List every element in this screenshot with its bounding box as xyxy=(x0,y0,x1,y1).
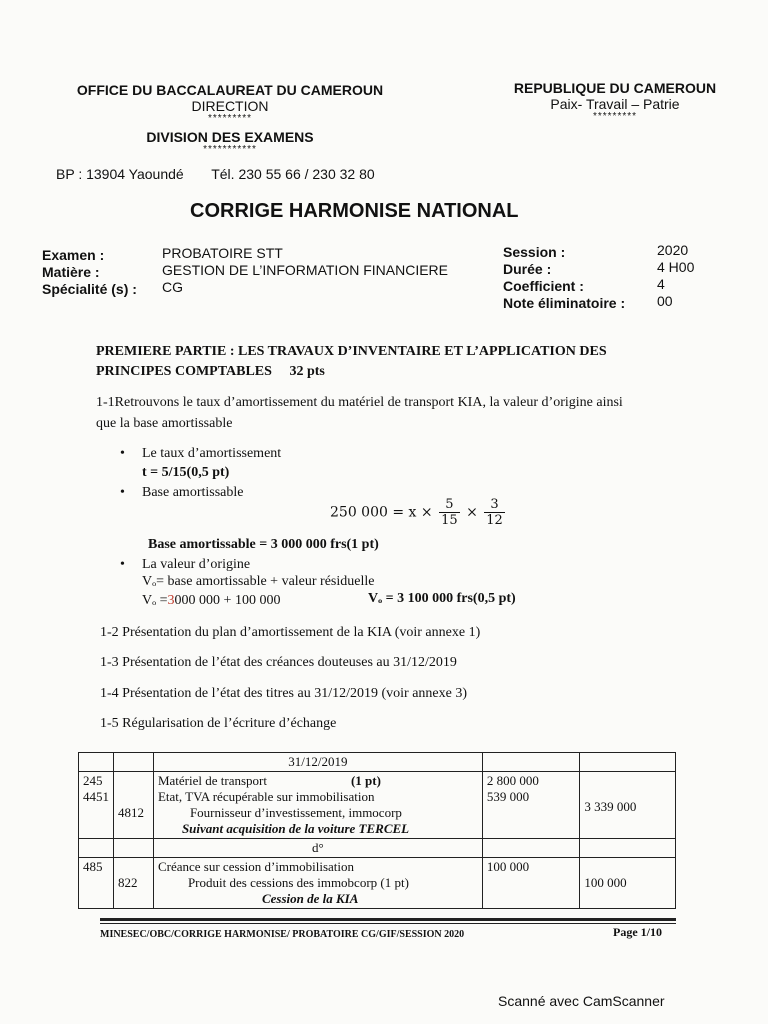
entry-date: 31/12/2019 xyxy=(153,753,482,772)
entry-line: Créance sur cession d’immobilisation xyxy=(157,859,354,874)
list-item-label: La valeur d’origine xyxy=(142,557,251,572)
postal-box: BP : 13904 Yaoundé xyxy=(56,166,184,182)
question-text: 1-1Retrouvons le taux d’amortissement du matériel de transport KIA, la valeur d’origine ainsi xyxy=(96,395,623,410)
account-number: 4812 xyxy=(118,805,144,820)
bullet-icon: • xyxy=(120,446,125,461)
national-motto: Paix- Travail – Patrie xyxy=(550,96,680,112)
meta-values-right xyxy=(657,242,694,310)
duration-label: Durée : xyxy=(503,261,552,277)
list-item xyxy=(120,483,243,502)
account-number: 485 xyxy=(83,859,103,874)
question-1-1 xyxy=(96,392,686,434)
footer-divider xyxy=(100,918,676,921)
table-cell xyxy=(114,839,154,858)
stars-divider: ********* xyxy=(592,111,638,122)
bullet-icon: • xyxy=(120,557,125,572)
debit-amounts-cell xyxy=(482,772,580,839)
debit-amount: 2 800 000 xyxy=(486,773,539,788)
entry-label: Suivant acquisition de la voiture TERCEL xyxy=(181,821,410,836)
footer-reference: MINESEC/OBC/CORRIGE HARMONISE/ PROBATOIRE CG/GIF/SESSION 2020 xyxy=(100,929,465,940)
credit-account-cell xyxy=(114,858,154,909)
table-cell xyxy=(580,839,676,858)
section-title-text: PREMIERE PARTIE : LES TRAVAUX D’INVENTAIRE ET L’APPLICATION DES PRINCIPES COMPTABLES xyxy=(96,344,607,379)
vo-result: Vₒ = 3 100 000 frs(0,5 pt) xyxy=(368,591,516,606)
vo-prefix: Vₒ = xyxy=(142,593,168,608)
question-1-2: 1-2 Présentation du plan d’amortissement de la KIA (voir annexe 1) xyxy=(100,625,481,640)
bullet-icon: • xyxy=(120,485,125,500)
entry-label: Cession de la KIA xyxy=(261,891,359,906)
equation-lhs: 250 000 = x × xyxy=(330,504,433,521)
stars-divider: *********** xyxy=(203,144,257,155)
table-row xyxy=(79,753,676,772)
contact-line xyxy=(56,166,375,182)
rate-result: t = 5/15(0,5 pt) xyxy=(142,465,230,480)
coefficient-value: 4 xyxy=(657,276,665,292)
table-cell xyxy=(79,753,114,772)
section-title xyxy=(96,342,676,382)
eliminatory-label: Note éliminatoire : xyxy=(503,295,626,311)
scanner-watermark: Scanné avec CamScanner xyxy=(498,993,665,1009)
fraction-numerator: 5 xyxy=(439,497,460,513)
table-cell xyxy=(114,753,154,772)
subject-value: GESTION DE L’INFORMATION FINANCIERE xyxy=(162,262,448,278)
meta-labels-left xyxy=(42,247,137,298)
fraction-numerator: 3 xyxy=(484,497,505,513)
question-1-4: 1-4 Présentation de l’état des titres au 31/12/2019 (voir annexe 3) xyxy=(100,686,468,701)
entry-description xyxy=(153,858,482,909)
debit-accounts-cell xyxy=(79,772,114,839)
eliminatory-value: 00 xyxy=(657,293,673,309)
meta-values-left xyxy=(162,245,448,296)
fraction-denominator: 12 xyxy=(486,513,503,528)
question-text: que la base amortissable xyxy=(96,416,233,431)
list-item-label: Base amortissable xyxy=(142,485,244,500)
page-number: Page 1/10 xyxy=(613,925,662,939)
section-points: 32 pts xyxy=(289,364,325,379)
phone-numbers: Tél. 230 55 66 / 230 32 80 xyxy=(211,166,375,182)
list-item-label: Le taux d’amortissement xyxy=(142,446,282,461)
office-name: OFFICE DU BACCALAUREAT DU CAMEROUN xyxy=(76,82,384,98)
duration-value: 4 H00 xyxy=(657,259,695,275)
fraction-3-12 xyxy=(484,497,505,528)
exam-label: Examen : xyxy=(42,247,105,263)
coefficient-label: Coefficient : xyxy=(503,278,584,294)
account-number: 4451 xyxy=(83,789,109,804)
document-title: CORRIGE HARMONISE NATIONAL xyxy=(190,200,519,222)
specialty-value: CG xyxy=(162,279,183,295)
table-cell xyxy=(580,753,676,772)
credit-amount: 3 339 000 xyxy=(584,799,637,814)
entry-line xyxy=(158,773,478,789)
footer-divider xyxy=(100,923,676,924)
debit-amount: 539 000 xyxy=(486,789,530,804)
list-item xyxy=(120,444,281,463)
meta-labels-right xyxy=(503,244,625,312)
credit-account-cell xyxy=(114,772,154,839)
credit-amount-cell xyxy=(580,772,676,839)
equation xyxy=(330,497,507,528)
vo-calculation xyxy=(142,591,280,610)
session-label: Session : xyxy=(503,244,566,260)
entry-description xyxy=(153,772,482,839)
session-value: 2020 xyxy=(657,242,689,258)
table-row xyxy=(79,858,676,909)
credit-amount-cell xyxy=(580,858,676,909)
ditto-mark: d° xyxy=(153,839,482,858)
entry-line: Fournisseur d’investissement, immocorp xyxy=(189,805,402,820)
entry-line: Etat, TVA récupérable sur immobilisation xyxy=(157,789,375,804)
account-number: 245 xyxy=(83,773,103,788)
entry-points: (1 pt) xyxy=(350,773,381,788)
entry-line: Produit des cessions des immobcorp (1 pt) xyxy=(187,875,409,890)
debit-amounts-cell xyxy=(482,858,580,909)
division-name: DIVISION DES EXAMENS xyxy=(146,129,314,145)
vo-rest: 000 000 + 100 000 xyxy=(174,593,281,608)
subject-label: Matière : xyxy=(42,264,100,280)
table-row xyxy=(79,839,676,858)
vo-correction: 3 xyxy=(167,593,175,608)
account-number: 822 xyxy=(118,875,138,890)
header-right-block xyxy=(500,80,730,121)
entry-line-text: Matériel de transport xyxy=(157,773,267,788)
table-cell xyxy=(482,839,580,858)
vo-formula: Vₒ= base amortissable + valeur résiduelle xyxy=(142,574,375,589)
exam-value: PROBATOIRE STT xyxy=(162,245,283,261)
base-result: Base amortissable = 3 000 000 frs(1 pt) xyxy=(148,537,379,552)
fraction-denominator: 15 xyxy=(441,513,458,528)
debit-accounts-cell xyxy=(79,858,114,909)
debit-amount: 100 000 xyxy=(486,859,530,874)
times-sign: × xyxy=(466,504,478,521)
stars-divider: ********* xyxy=(207,113,253,124)
table-row xyxy=(79,772,676,839)
table-cell xyxy=(482,753,580,772)
credit-amount: 100 000 xyxy=(584,875,627,890)
question-1-5: 1-5 Régularisation de l’écriture d’échange xyxy=(100,716,337,731)
table-cell xyxy=(79,839,114,858)
specialty-label: Spécialité (s) : xyxy=(42,281,137,297)
direction-label: DIRECTION xyxy=(191,98,269,114)
question-1-3: 1-3 Présentation de l’état des créances douteuses au 31/12/2019 xyxy=(100,655,457,670)
fraction-5-15 xyxy=(439,497,460,528)
header-left-block xyxy=(40,82,420,154)
republic-name: REPUBLIQUE DU CAMEROUN xyxy=(513,80,717,96)
journal-table xyxy=(78,752,676,909)
